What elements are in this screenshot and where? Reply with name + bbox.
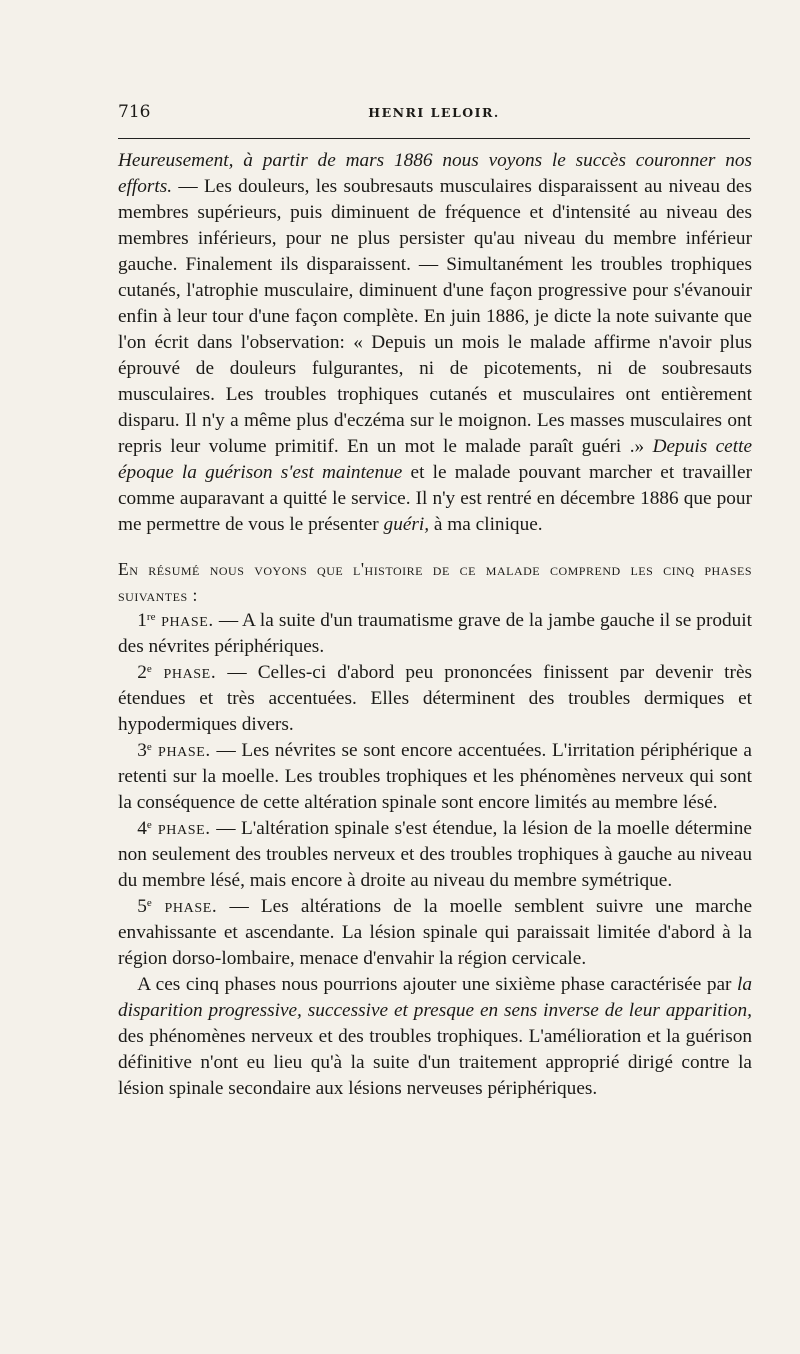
phase-4: 4e phase. — L'altération spinale s'est étendue, la lésion de la moelle détermine non seulement des troubles nerveux et des troubles trophiques à gauche au niveau du membre lésé, mais encore à droite au niveau du membre symétrique. (118, 818, 752, 891)
phase-1: 1re phase. — A la suite d'un traumatisme grave de la jambe gauche il se produit des névrites périphériques. (118, 610, 752, 657)
phase-2: 2e phase. — Celles-ci d'abord peu prononcées finissent par devenir très étendues et très accentuées. Elles déterminent des troubles dermiques et hypodermiques divers. (118, 662, 753, 735)
phase-5: 5e phase. — Les altérations de la moelle semblent suivre une marche envahissante et ascendante. La lésion spinale qui paraissait limitée d'abord à la région dorso-lombaire, menace d'envahir la région cervicale. (118, 896, 752, 969)
body-text (118, 148, 752, 1102)
paragraph-outcome: Heureusement, à partir de mars 1886 nous voyons le succès couronner nos efforts. — Les douleurs, les soubresauts musculaires disparaissent au niveau des membres supérieurs, puis diminuent de fréquence et d'intensité au niveau des membres inférieurs, pour ne plus persister qu'au niveau du membre inférieur gauche. Finalement ils disparaissent. — Simultanément les troubles trophiques cutanés, l'atrophie musculaire, diminuent d'une façon progressive pour s'évanouir enfin à leur tour d'une façon complète. En juin 1886, je dicte la note suivante que l'on écrit dans l'observation: « Depuis un mois le malade affirme n'avoir plus éprouvé de douleurs fulgurantes, ni de picotements, ni de soubresauts musculaires. Les troubles trophiques cutanés et musculaires ont entièrement disparu. Il n'y a même plus d'eczéma sur le moignon. Les masses musculaires ont repris leur volume primitif. En un mot le malade paraît guéri .» Depuis cette époque la guérison s'est maintenue et le malade pouvant marcher et travailler comme auparavant a quitté le service. Il n'y est rentré en décembre 1886 que pour me permettre de vous le présenter guéri, à ma clinique. (118, 150, 752, 535)
italic-phrase: la disparition progressive, successive et presque en sens inverse de leur apparition, (118, 974, 752, 1021)
phase-3: 3e phase. — Les névrites se sont encore accentuées. L'irritation périphérique a retenti sur la moelle. Les troubles trophiques et les phénomènes nerveux qui sont la conséquence de cette altération spinale sont encore limités au membre lésé. (118, 740, 752, 813)
running-title: HENRI LELOIR. (368, 105, 500, 120)
page-header (118, 102, 750, 130)
header-rule (118, 138, 750, 139)
summary-heading: En résumé nous voyons que l'histoire de ce malade comprend les cinq phases suivantes : (118, 559, 752, 605)
paragraph-sixth-phase: A ces cinq phases nous pourrions ajouter une sixième phase caractérisée par la disparition progressive, successive et presque en sens inverse de leur apparition, des phénomènes nerveux et des troubles trophiques. L'amélioration et la guérison définitive n'ont eu lieu qu'à la suite d'un traitement approprié dirigé contre la lésion spinale secondaire aux lésions nerveuses périphériques. (118, 974, 752, 1099)
page-number: 716 (118, 102, 151, 122)
italic-phrase: Depuis cette époque la guérison s'est maintenue (118, 436, 752, 483)
italic-phrase: guéri, (383, 514, 430, 535)
italic-phrase: Heureusement, à partir de mars 1886 nous voyons le succès couronner nos efforts. (118, 150, 752, 197)
